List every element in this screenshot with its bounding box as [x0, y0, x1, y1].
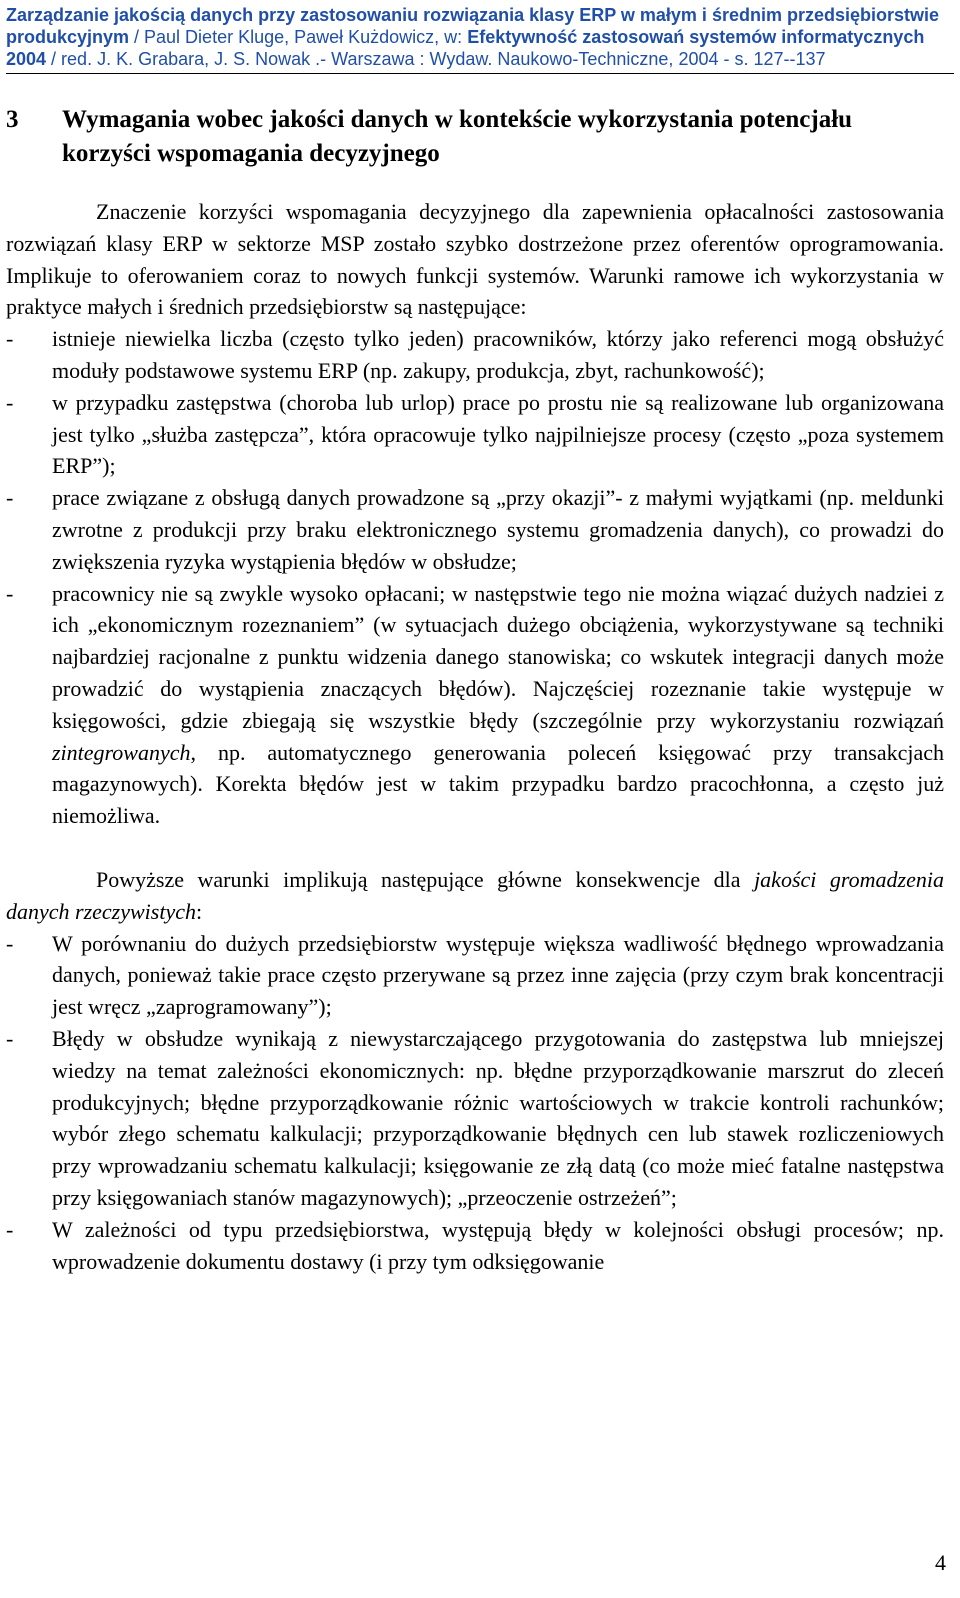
list-item-text: , np. automatycznego generowania poleceń księgować przy transakcjach magazynowych). Korekta błędów jest w takim przypadku bardzo pracochłonna, a często już niemożliwa. [52, 739, 944, 829]
section-title: Wymagania wobec jakości danych w kontekście wykorzystania potencjału korzyści wspomagania decyzyjnego [62, 106, 853, 167]
header-authors: / Paul Dieter Kluge, Paweł Kużdowicz, w: [129, 27, 468, 47]
section-heading [6, 103, 946, 171]
list-item-text: istnieje niewielka liczba (często tylko jeden) pracowników, którzy jako referenci mogą obsłużyć moduły podstawowe systemu ERP (np. zakupy, produkcja, zbyt, rachunkowość); [52, 326, 944, 383]
list-dash: - [6, 326, 14, 352]
citation-header [6, 4, 954, 74]
paragraph-intro: Znaczenie korzyści wspomagania decyzyjnego dla zapewnienia opłacalności zastosowania rozwiązań klasy ERP w sektorze MSP zostało szybko dostrzeżone przez oferentów oprogramowania. Implikuje to oferowaniem coraz to nowych funkcji systemów. Warunki ramowe ich wykorzystania w praktyce małych i średnich przedsiębiorstw są następujące: [6, 199, 944, 320]
list-item [6, 323, 944, 387]
paragraph-consequences [6, 864, 944, 928]
list-item-text: Błędy w obsłudze wynikają z niewystarczającego przygotowania do zastępstwa lub mniejszej wiedzy na temat zależności ekonomicznych: np. błędne przyporządkowanie marszrut do zleceń produkcyjnych; błędne przyporządkowanie różnic wartościowych w trakcie kontroli rachunków; wybór złego schematu kalkulacji; przyporządkowanie błędnych cen lub stawek rozliczeniowych przy wprowadzaniu schematu kalkulacji; księgowanie ze złą datą (co może mieć fatalne następstwa przy księgowaniach stanów magazynowych); „przeoczenie ostrzeżeń”; [52, 1025, 944, 1210]
section-number: 3 [6, 106, 19, 133]
header-book: Efektywność zastosowań systemów informatycznych 2004 [6, 27, 925, 69]
paragraph-gap [6, 832, 944, 864]
header-title: Zarządzanie jakością danych przy zastosowaniu rozwiązania klasy ERP w małym i średnim przedsiębiorstwie produkcyjnym [6, 5, 940, 47]
list-dash: - [6, 485, 14, 511]
conditions-list [6, 323, 944, 832]
list-item [6, 387, 944, 482]
list-dash: - [6, 930, 14, 956]
paragraph-italic: jakości gromadzenia danych rzeczywistych [6, 866, 944, 924]
list-item-text: w przypadku zastępstwa (choroba lub urlop) prace po prostu nie są realizowane lub organizowana jest tylko „służba zastępcza”, która opracowuje tylko najpilniejsze procesy (często „poza systemem ERP”); [52, 389, 944, 479]
list-item [6, 1023, 944, 1214]
paragraph-text: : [196, 898, 203, 924]
paragraph-text: Powyższe warunki implikują następujące główne konsekwencje dla [96, 866, 755, 892]
list-dash: - [6, 1216, 14, 1242]
list-dash: - [6, 1025, 14, 1051]
list-item-text: W porównaniu do dużych przedsiębiorstw występuje większa wadliwość błędnego wprowadzania danych, ponieważ takie prace często przerywane są przez inne zajęcia (przy czym brak koncentracji jest wręcz „zaprogramowany”); [52, 930, 944, 1020]
list-item-text: pracownicy nie są zwykle wysoko opłacani; w następstwie tego nie można wiązać dużych nadziei z ich „ekonomicznym rozeznaniem” (w sytuacjach dużego obciążenia, wykorzystywane są techniki najbardziej racjonalne z punktu widzenia danego stanowiska; co wskutek integracji danych może prowadzić do wystąpienia znaczących błędów). Najczęściej rozeznanie takie występuje w księgowości, gdzie zbiegają się wszystkie błędy (szczególnie przy wykorzystaniu rozwiązań [52, 580, 944, 733]
page-body [6, 196, 944, 1277]
list-item [6, 1214, 944, 1278]
list-item-text: prace związane z obsługą danych prowadzone są „przy okazji”- z małymi wyjątkami (np. meldunki zwrotne z produkcji przy braku elektronicznego systemu gromadzenia danych), co prowadzi do zwiększenia ryzyka wystąpienia błędów w obsłudze; [52, 485, 944, 574]
list-item-italic: zintegrowanych [52, 739, 191, 765]
list-dash: - [6, 580, 14, 606]
consequences-list [6, 928, 944, 1278]
page-number: 4 [935, 1550, 946, 1575]
header-publisher: / red. J. K. Grabara, J. S. Nowak .- Warszawa : Wydaw. Naukowo-Techniczne, 2004 - s. 127--137 [46, 49, 826, 69]
list-item [6, 482, 944, 577]
list-dash: - [6, 389, 14, 415]
list-item [6, 928, 944, 1023]
list-item-text: W zależności od typu przedsiębiorstwa, występują błędy w kolejności obsługi procesów; np. wprowadzenie dokumentu dostawy (i przy tym odksięgowanie [52, 1216, 944, 1274]
list-item [6, 578, 944, 832]
